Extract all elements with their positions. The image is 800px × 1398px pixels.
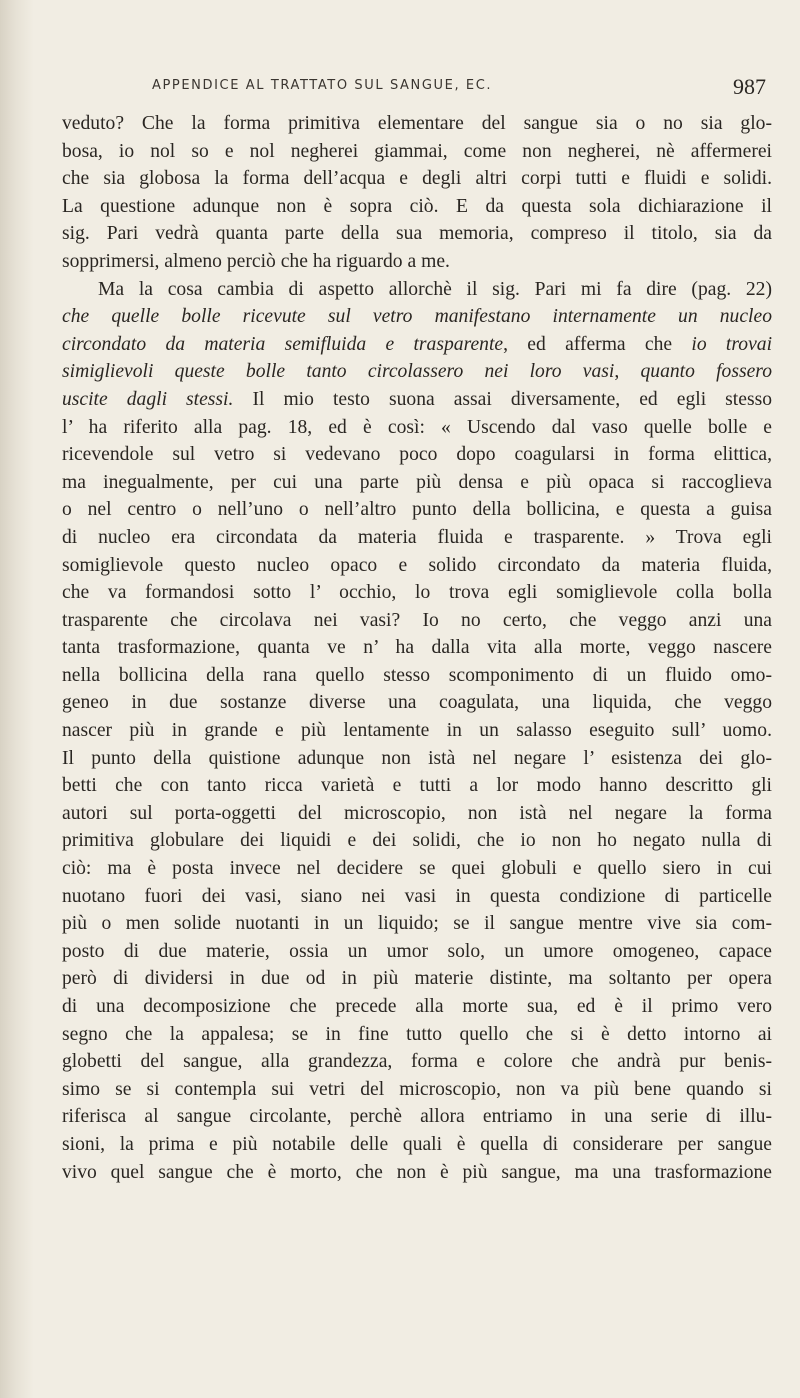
text-line	[62, 634, 772, 662]
text-segment: sig. Pari vedrà quanta parte della sua memoria, compreso il titolo, sia da	[62, 223, 772, 245]
text-segment: simo se si contempla sui vetri del microscopio, non va più bene quando si	[62, 1078, 772, 1100]
text-segment: sioni, la prima e più notabile delle quali è quella di considerare per sangue	[62, 1133, 772, 1155]
text-segment: vivo quel sangue che è morto, che non è più sangue, ma una trasformazione	[62, 1161, 772, 1183]
text-line	[62, 441, 772, 469]
text-segment: di nucleo era circondata da materia fluida e trasparente. » Trova egli	[62, 526, 772, 548]
text-segment: che sia globosa la forma dell’acqua e degli altri corpi tutti e fluidi e solidi.	[62, 168, 772, 190]
running-head	[62, 74, 772, 106]
text-segment: segno che la appalesa; se in fine tutto quello che si è detto intorno ai	[62, 1023, 772, 1045]
text-segment: globetti del sangue, alla grandezza, forma e colore che andrà pur benis-	[62, 1051, 772, 1073]
text-line	[62, 772, 772, 800]
italic-text-segment: circondato da materia semifluida e trasparente	[62, 333, 504, 355]
text-segment: Il mio testo suona assai diversamente, ed egli stesso	[233, 388, 772, 410]
text-segment: trasparente che circolava nei vasi? Io no certo, che veggo anzi una	[62, 609, 772, 631]
text-line	[62, 745, 772, 773]
text-segment: ma inegualmente, per cui una parte più densa e più opaca si raccoglieva	[62, 471, 772, 493]
text-segment: posto di due materie, ossia un umor solo, un umore omogeneo, capace	[62, 940, 772, 962]
text-segment: nascer più in grande e più lentamente in un salasso eseguito sull’ uomo.	[62, 720, 772, 742]
text-segment: ricevendole sul vetro si vedevano poco dopo coagularsi in forma elittica,	[62, 444, 772, 466]
text-line	[62, 303, 772, 331]
text-line	[62, 552, 772, 580]
text-line	[62, 1103, 772, 1131]
text-line	[62, 110, 772, 138]
text-line	[62, 855, 772, 883]
text-segment: nuotano fuori dei vasi, siano nei vasi in questa condizione di particelle	[62, 885, 772, 907]
text-segment: o nel centro o nell’uno o nell’altro punto della bollicina, e questa a guisa	[62, 499, 772, 521]
text-line	[62, 579, 772, 607]
text-line	[62, 607, 772, 635]
text-line	[62, 1131, 772, 1159]
italic-text-segment: io trovai	[691, 333, 773, 355]
text-line	[62, 883, 772, 911]
text-line	[62, 138, 772, 166]
text-segment: l’ ha riferito alla pag. 18, ed è così: « Uscendo dal vaso quelle bolle e	[62, 416, 772, 438]
text-segment: che va formandosi sotto l’ occhio, lo trova egli somiglievole colla bolla	[62, 582, 772, 604]
text-line	[62, 662, 772, 690]
text-line	[62, 469, 772, 497]
text-segment: Il punto della quistione adunque non istà nel negare l’ esistenza dei glo-	[62, 747, 772, 769]
text-line	[62, 414, 772, 442]
text-segment: però di dividersi in due od in più materie distinte, ma soltanto per opera	[62, 968, 772, 990]
text-segment: ,	[614, 361, 641, 383]
text-line	[62, 165, 772, 193]
text-line	[62, 276, 772, 304]
text-segment: tanta trasformazione, quanta ve n’ ha dalla vita alla morte, veggo nascere	[62, 637, 772, 659]
text-segment: somiglievole questo nucleo opaco e solido circondato da materia fluida,	[62, 554, 772, 576]
text-line	[62, 1048, 772, 1076]
text-line	[62, 938, 772, 966]
text-line	[62, 386, 772, 414]
text-segment: nella bollicina della rana quello stesso scomponimento di un fluido omo-	[62, 664, 772, 686]
text-segment: di una decomposizione che precede alla morte sua, ed è il primo vero	[62, 996, 772, 1017]
text-line	[62, 717, 772, 745]
body-text	[62, 110, 772, 1186]
text-segment: riferisca al sangue circolante, perchè allora entriamo in una serie di illu-	[62, 1106, 772, 1128]
text-line	[62, 993, 772, 1021]
text-line	[62, 689, 772, 717]
text-line	[62, 910, 772, 938]
page-number: 987	[733, 74, 766, 99]
text-segment: ciò: ma è posta invece nel decidere se quei globuli e quello siero in cui	[62, 858, 772, 880]
book-page	[62, 74, 773, 1186]
text-line	[62, 248, 772, 276]
text-segment: Ma la cosa cambia di aspetto allorchè il sig. Pari mi fa dire (pag. 22)	[98, 278, 772, 300]
text-line	[62, 193, 772, 221]
text-line	[62, 331, 772, 359]
text-line	[62, 827, 772, 855]
text-segment: bosa, io nol so e nol negherei giammai, come non negherei, nè affermerei	[62, 140, 772, 162]
page-binding-shadow	[0, 0, 34, 1398]
text-line	[62, 800, 772, 828]
italic-text-segment: simiglievoli queste bolle tanto circolassero nei loro vasi	[62, 361, 615, 383]
text-line	[62, 220, 772, 248]
text-line	[62, 1076, 772, 1104]
text-segment: , ed afferma che	[503, 333, 692, 355]
text-line	[62, 1021, 772, 1049]
text-segment: betti che con tanto ricca varietà e tutti a lor modo hanno descritto gli	[62, 775, 772, 797]
text-line	[62, 358, 772, 386]
text-segment: La questione adunque non è sopra ciò. E da questa sola dichiarazione il	[62, 195, 772, 217]
text-line	[62, 1159, 772, 1187]
text-segment: sopprimersi, almeno perciò che ha riguardo a me.	[62, 250, 450, 272]
italic-text-segment: quanto fossero	[640, 361, 773, 383]
text-segment: primitiva globulare dei liquidi e dei solidi, che io non ho negato nulla di	[62, 830, 772, 852]
text-line	[62, 524, 772, 552]
running-head-title: APPENDICE AL TRATTATO SUL SANGUE, EC.	[152, 78, 493, 93]
text-line	[62, 965, 772, 993]
text-segment: più o men solide nuotanti in un liquido; se il sangue mentre vive sia com-	[62, 913, 772, 935]
italic-text-segment: che quelle bolle ricevute sul vetro manifestano internamente un nucleo	[62, 306, 772, 328]
text-line	[62, 496, 772, 524]
italic-text-segment: uscite dagli stessi.	[62, 388, 234, 410]
text-segment: veduto? Che la forma primitiva elementare del sangue sia o no sia glo-	[62, 113, 772, 134]
text-segment: autori sul porta-oggetti del microscopio, non istà nel negare la forma	[62, 802, 772, 824]
text-segment: geneo in due sostanze diverse una coagulata, una liquida, che veggo	[62, 692, 772, 714]
